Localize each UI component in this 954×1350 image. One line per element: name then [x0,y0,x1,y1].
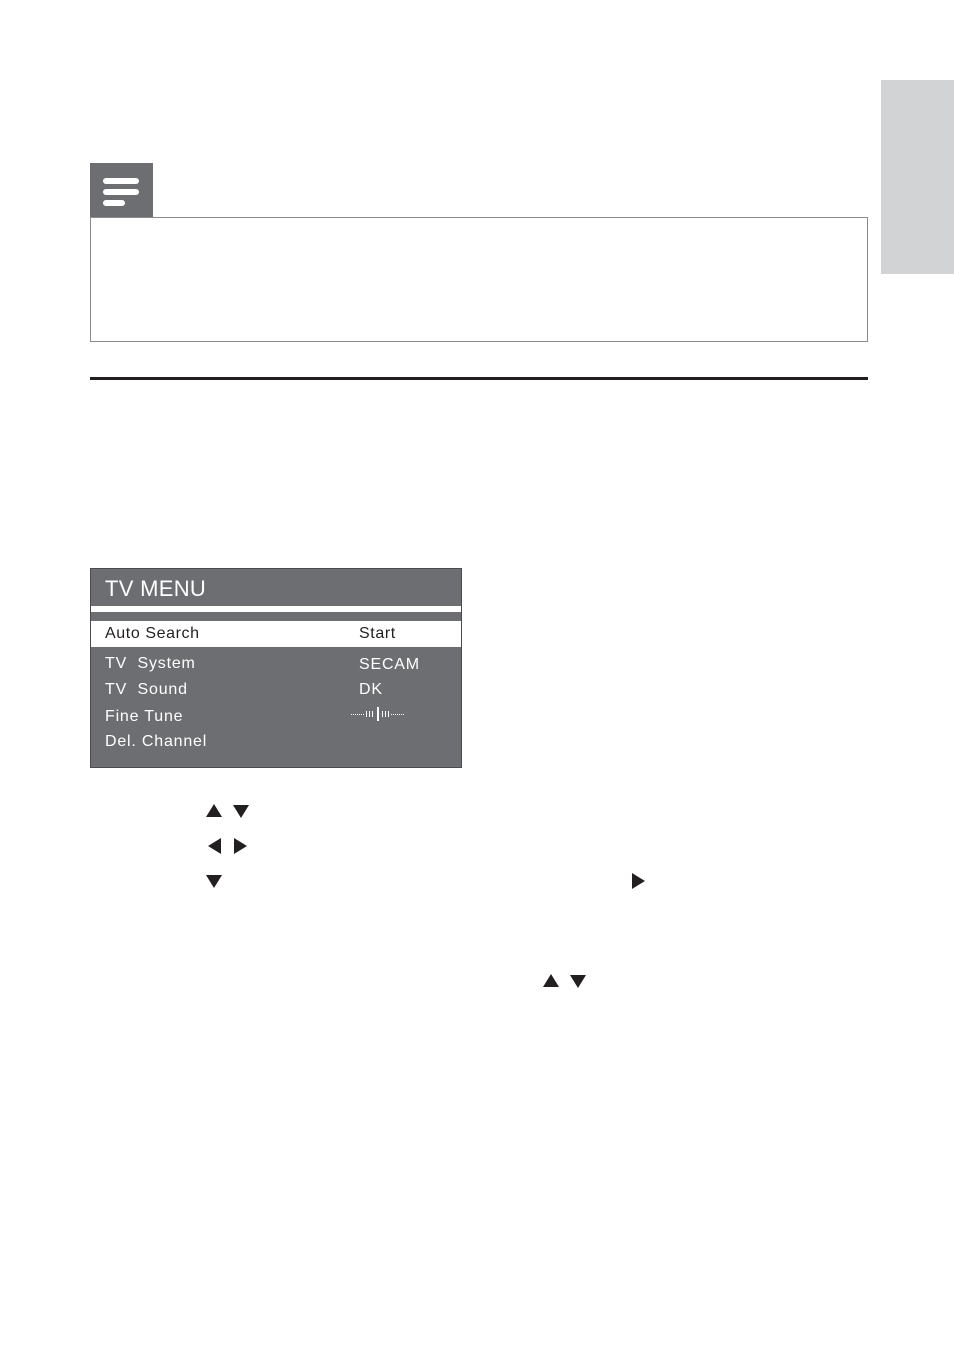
right-arrow-icon [630,872,648,890]
menu-item-label: TV Sound [105,681,188,698]
down-arrow-icon [569,972,587,990]
note-icon [90,163,153,218]
menu-item-value: SECAM [359,656,420,673]
menu-item-auto-search[interactable] [91,620,461,647]
right-arrow-icon [232,837,250,855]
menu-item-del-channel[interactable] [91,733,461,755]
note-box [90,217,868,342]
tv-menu-screen [90,568,462,768]
section-rule [90,377,868,380]
left-arrow-icon [205,837,223,855]
menu-item-fine-tune[interactable] [91,708,461,730]
menu-title-divider [91,606,461,612]
fine-tune-slider[interactable] [349,707,409,723]
side-chapter-tab [881,80,954,274]
menu-item-label: Fine Tune [105,708,184,725]
down-arrow-icon [232,802,250,820]
menu-item-label: TV System [105,655,196,672]
up-arrow-icon [542,972,560,990]
menu-item-label: Auto Search [105,625,200,642]
menu-item-tv-sound[interactable] [91,681,461,703]
menu-item-label: Del. Channel [105,733,208,750]
menu-item-value: Start [359,625,396,642]
down-arrow-icon [205,872,223,890]
menu-title: TV MENU [105,576,207,601]
menu-item-value: DK [359,681,383,698]
up-arrow-icon [205,802,223,820]
menu-item-tv-system[interactable] [91,655,461,677]
